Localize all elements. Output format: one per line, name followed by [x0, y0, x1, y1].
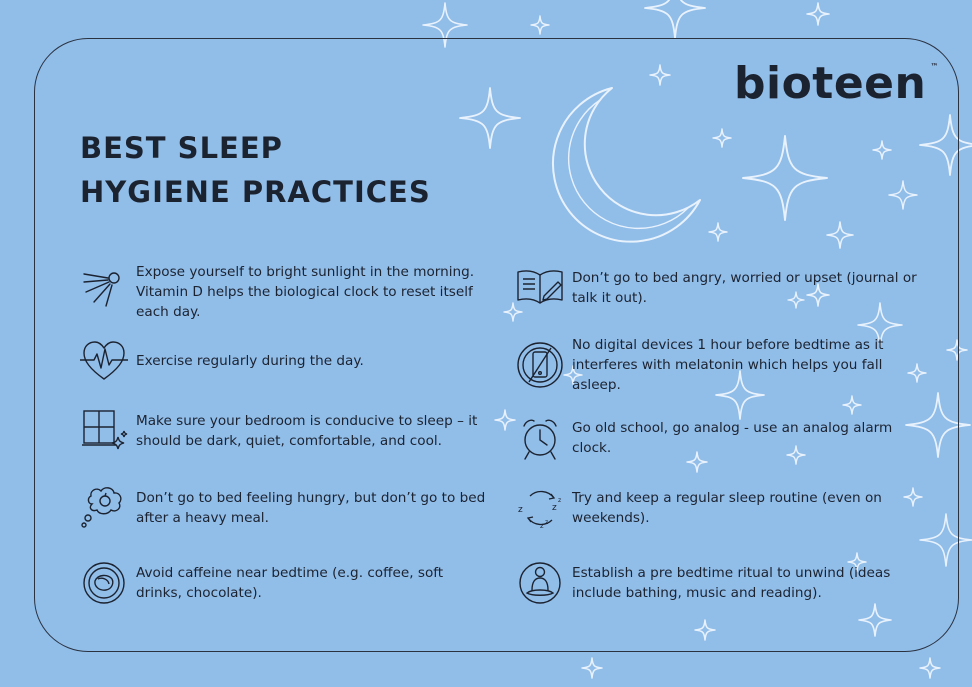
tip-text: No digital devices 1 hour before bedtime as it interferes with melatonin which helps you fall asleep. — [572, 337, 884, 393]
tip-bedroom — [76, 405, 486, 457]
journal-icon — [512, 262, 568, 314]
tip-sunlight — [76, 262, 486, 322]
tip-devices — [512, 335, 922, 395]
tip-exercise — [76, 335, 486, 387]
tip-text: Establish a pre bedtime ritual to unwind (ideas include bathing, music and reading). — [572, 565, 891, 601]
coffee-cup-icon — [76, 557, 132, 609]
page-title — [80, 126, 431, 214]
tip-text: Don’t go to bed angry, worried or upset (journal or talk it out). — [572, 270, 917, 306]
tip-caffeine — [76, 557, 486, 609]
thought-food-icon — [76, 482, 132, 534]
tip-analog — [512, 412, 922, 464]
svg-text:z: z — [540, 522, 544, 530]
svg-text:z: z — [558, 497, 562, 504]
window-icon — [76, 405, 132, 457]
meditation-icon — [512, 557, 568, 609]
tip-text: Make sure your bedroom is conducive to sleep – it should be dark, quiet, comfortable, and cool. — [136, 413, 478, 449]
title-line-2: HYGIENE PRACTICES — [80, 175, 431, 209]
brand-logo: bioteen ™ — [734, 58, 939, 109]
tip-routine — [512, 482, 922, 534]
no-phone-icon — [512, 339, 568, 391]
tip-text: Avoid caffeine near bedtime (e.g. coffee, soft drinks, chocolate). — [136, 565, 444, 601]
sunlight-icon — [76, 266, 132, 318]
tip-text: Expose yourself to bright sunlight in the morning. Vitamin D helps the biological clock to reset itself each day. — [136, 264, 475, 320]
heartbeat-icon — [76, 335, 132, 387]
svg-text:z: z — [545, 519, 549, 526]
svg-text:z: z — [552, 503, 557, 513]
tip-ritual — [512, 557, 922, 609]
tip-text: Go old school, go analog - use an analog alarm clock. — [572, 420, 893, 456]
tip-text: Try and keep a regular sleep routine (even on weekends). — [572, 490, 882, 526]
alarm-clock-icon — [512, 412, 568, 464]
tip-meal — [76, 482, 486, 534]
tip-text: Don’t go to bed feeling hungry, but don’t go to bed after a heavy meal. — [136, 490, 486, 526]
tip-journal — [512, 262, 922, 314]
sleep-cycle-icon — [512, 482, 568, 534]
title-line-1: BEST SLEEP — [80, 131, 283, 165]
svg-text:z: z — [518, 505, 523, 515]
tip-text: Exercise regularly during the day. — [136, 353, 364, 369]
